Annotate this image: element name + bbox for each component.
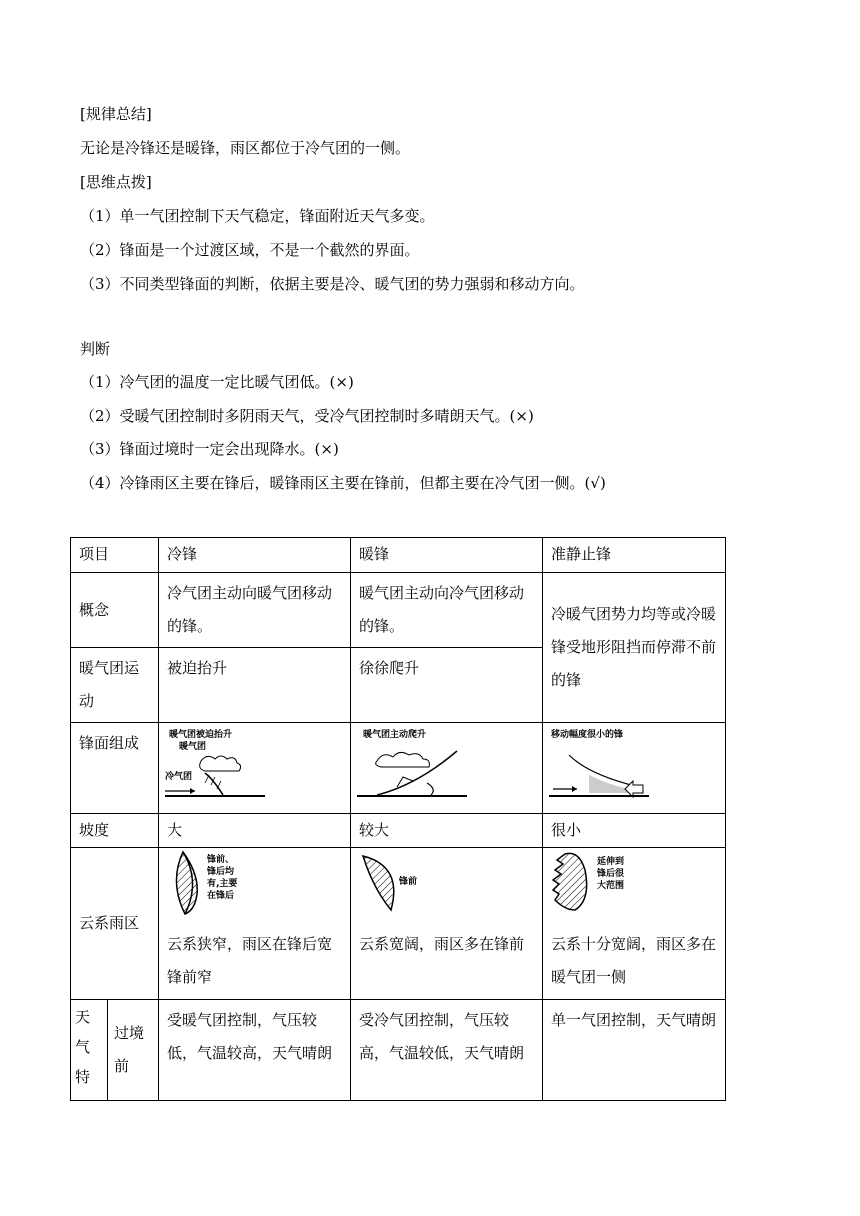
header-stationary-front: 准静止锋 — [543, 538, 726, 573]
arrow-head — [190, 788, 195, 794]
concept-warm: 暖气团主动向冷气团移动的锋。 — [351, 573, 543, 648]
summary-text: 无论是冷锋还是暖锋，雨区都位于冷气团的一侧。 — [80, 139, 411, 157]
cold-fig-label-3: 冷气团 — [165, 772, 193, 782]
tips-item-3: （3）不同类型锋面的判断，依据主要是冷、暖气团的势力强弱和移动方向。 — [80, 275, 585, 293]
cold-cloud-label-3: 有,主要 — [207, 879, 238, 889]
cloud-rain-stationary: 云系十分宽阔，雨区多在暖气团一侧 — [551, 935, 717, 986]
weather-sub-label: 过境前 — [108, 1000, 159, 1101]
judge-item-1: （1）冷气团的温度一定比暖气团低。(×) — [80, 373, 354, 391]
cold-fig-label-1: 暖气团被迫抬升 — [169, 730, 233, 740]
tips-heading: [思维点拨] — [80, 173, 152, 191]
cold-fig-label-2: 暖气团 — [179, 742, 207, 752]
cloud-rain-cold-cell — [159, 848, 351, 1000]
tips-item-2: （2）锋面是一个过渡区域，不是一个截然的界面。 — [80, 241, 420, 259]
weather-label: 天气特 — [71, 1000, 108, 1101]
cloud-rain-stationary-cell — [543, 848, 726, 1000]
stationary-fig-label-1: 移动幅度很小的锋 — [551, 730, 624, 740]
tips-item-1: （1）单一气团控制下天气稳定，锋面附近天气多变。 — [80, 207, 435, 225]
slope-label: 坡度 — [71, 814, 159, 848]
cloud-hatch — [553, 853, 587, 910]
stationary-front-diagram — [549, 725, 649, 799]
cold-cloud-diagram — [167, 850, 267, 916]
front-comparison-table — [70, 537, 726, 1101]
stationary-cloud-diagram — [551, 850, 651, 916]
front-line — [205, 773, 223, 795]
warm-cloud-diagram — [359, 850, 459, 916]
judge-heading: 判断 — [80, 340, 111, 358]
header-item: 项目 — [71, 538, 159, 573]
cloud-rain-label: 云系雨区 — [71, 848, 159, 1000]
warm-motion-warm: 徐徐爬升 — [351, 648, 543, 723]
stationary-cloud-label-2: 锋后很 — [597, 869, 625, 879]
warm-motion-cold: 被迫抬升 — [159, 648, 351, 723]
cold-cloud-label-4: 在锋后 — [207, 891, 235, 901]
warm-cloud-label-1: 锋前 — [399, 877, 418, 887]
cloud-rain-cold: 云系狭窄，雨区在锋后宽锋前窄 — [167, 935, 333, 986]
warm-front-diagram — [357, 725, 467, 799]
cold-cloud-label-1: 锋前、 — [207, 855, 235, 865]
header-cold-front: 冷锋 — [159, 538, 351, 573]
summary-heading: [规律总结] — [80, 105, 152, 123]
cloud-rain-warm: 云系宽阔，雨区多在锋前 — [359, 935, 525, 953]
concept-label: 概念 — [71, 573, 159, 648]
composition-warm-cell — [351, 723, 543, 814]
judge-item-4: （4）冷锋雨区主要在锋后，暖锋雨区主要在锋前，但都主要在冷气团一侧。(√) — [80, 474, 606, 492]
cloud-rain-warm-cell — [351, 848, 543, 1000]
warm-motion-label: 暖气团运动 — [71, 648, 159, 723]
cloud-shape — [200, 756, 241, 771]
header-warm-front: 暖锋 — [351, 538, 543, 573]
cold-front-diagram — [165, 725, 265, 799]
concept-cold: 冷气团主动向暖气团移动的锋。 — [159, 573, 351, 648]
weather-stationary: 单一气团控制，天气晴朗 — [543, 1000, 726, 1101]
composition-label: 锋面组成 — [71, 723, 159, 814]
cloud-hatch — [363, 856, 394, 910]
weather-warm: 受冷气团控制，气压较高，气温较低，天气晴朗 — [351, 1000, 543, 1101]
cloud-hatch — [176, 852, 197, 914]
weather-cold: 受暖气团控制，气压较低，气温较高，天气晴朗 — [159, 1000, 351, 1101]
slope-stationary: 很小 — [543, 814, 726, 848]
cold-swirl — [427, 783, 433, 795]
cloud-shape — [376, 752, 430, 767]
hollow-arrow — [625, 781, 643, 797]
judge-item-2: （2）受暖气团控制时多阴雨天气，受冷气团控制时多晴朗天气。(×) — [80, 407, 534, 425]
slope-cold: 大 — [159, 814, 351, 848]
stationary-cloud-label-1: 延伸到 — [597, 857, 625, 867]
concept-stationary: 冷暖气团势力均等或冷暖锋受地形阻挡而停滞不前的锋 — [543, 573, 726, 723]
cold-cloud-label-2: 锋后均 — [207, 867, 235, 877]
warm-fig-label-1: 暖气团主动爬升 — [363, 730, 427, 740]
composition-cold-cell — [159, 723, 351, 814]
stationary-cloud-label-3: 大范围 — [597, 881, 625, 891]
arrow-head — [572, 786, 577, 792]
slope-warm: 较大 — [351, 814, 543, 848]
composition-stationary-cell — [543, 723, 726, 814]
judge-item-3: （3）锋面过境时一定会出现降水。(×) — [80, 440, 339, 458]
